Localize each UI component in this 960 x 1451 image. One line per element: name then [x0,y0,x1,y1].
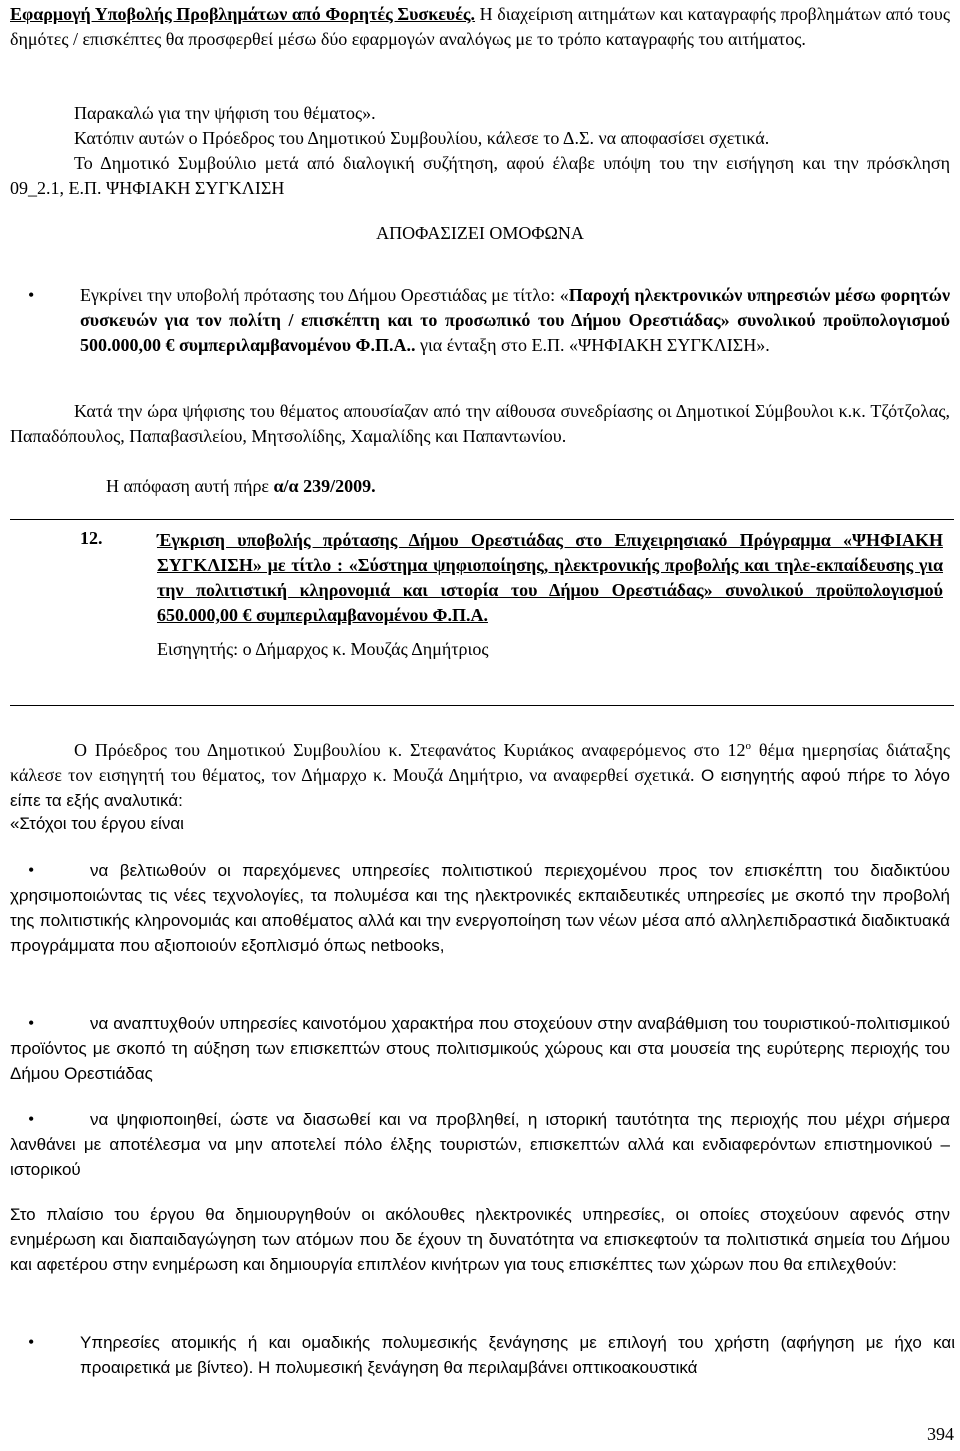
agenda-item-number: 12. [80,528,103,548]
approval-title: Παροχή ηλεκτρονικών υπηρεσιών μέσω φορητών συσκευών για τον πολίτη / επισκέπτη και το προσωπικό του Δήμου Ορεστιάδας» συνολικού προϋπολογισμού 500.000,00 € συμπεριλαμβανομένου Φ.Π.Α.. [80,285,951,355]
approval-text [80,283,950,358]
approval-bullet [10,283,950,358]
service-text-1: Υπηρεσίες ατομικής ή και ομαδικής πολυμεσικής ξενάγησης με επιλογή του χρήστη (αφήγηση με ήχο και προαιρετικά με βίντεο). Η πολυμεσική ξενάγηση θα περιλαμβάνει οπτικοακουστικά [80,1333,955,1377]
president-ref-b: θέμα ημερησίας διάταξης κάλεσε τον εισηγητή του θέματος, τον Δήμαρχο κ. Μουζά Δημήτριο, να αναφερθεί σχετικά. [10,740,950,785]
bullet-icon: • [28,285,35,305]
president-ref-a: Ο Πρόεδρος του Δημοτικού Συμβουλίου κ. Στεφανάτος Κυριάκος αναφερόμενος στο 12 [74,740,746,760]
service-item-1 [10,1330,955,1380]
bullet-icon: • [28,1332,35,1352]
bullet-icon: • [28,1109,35,1129]
decision-id: α/α 239/2009. [273,476,376,496]
vote-request: Παρακαλώ για την ψήφιση του θέματος». [74,103,376,123]
agenda-item-body [157,528,943,662]
agenda-item-title: Έγκριση υποβολής πρότασης Δήμου Ορεστιάδας στο Επιχειρησιακό Πρόγραμμα «ΨΗΦΙΑΚΗ ΣΥΓΚΛΙΣΗ» με τίτλο : «Σύστημα ψηφιοποίησης, ηλεκτρονικής προβολής και τηλε-εκπαίδευσης για την πολιτιστική κληρονομιά και ιστορία του Δήμου Ορεστιάδας» συνολικού προϋπολογισμού 650.000,00 € συμπεριλαμβανομένου Φ.Π.Α. [157,530,943,625]
agenda-item-rapporteur: Εισηγητής: ο Δήμαρχος κ. Μουζάς Δημήτριος [157,639,489,659]
decision-heading: ΑΠΟΦΑΣΙΖΕΙ ΟΜΟΦΩΝΑ [376,223,584,243]
agenda-item-box [10,519,954,706]
president-ref-sup: ο [745,740,751,752]
president-reference [10,734,950,813]
bullet-icon: • [28,860,35,880]
goal-text-3: να ψηφιοποιηθεί, ώστε να διασωθεί και να προβληθεί, η ιστορική ταυτότητα της περιοχής που μέχρι σήμερα λανθάνει με αποτέλεσμα να μην αποτελεί πόλο έλξης τουριστών, επισκεπτών αλλά και ενδιαφερόντων επιστημονικού – ιστορικού [10,1110,950,1179]
approval-post: για ένταξη στο Ε.Π. «ΨΗΦΙΑΚΗ ΣΥΓΚΛΙΣΗ». [415,335,770,355]
goals-heading: «Στόχοι του έργου είναι [10,814,184,833]
goal-text-2: να αναπτυχθούν υπηρεσίες καινοτόμου χαρακτήρα που στοχεύουν στην αναβάθμιση του τουριστικού-πολιτισμικού προϊόντος με σκοπό τη αύξηση των επισκεπτών στους πολιτισμικούς χώρους και στα μουσεία της ευρύτερης περιοχής του Δήμου Ορεστιάδας [10,1014,950,1083]
decision-pre: Η απόφαση αυτή πήρε [106,476,274,496]
council-discussion: Το Δημοτικό Συμβούλιο μετά από διαλογική συζήτηση, αφού έλαβε υπόψη του την εισήγηση και την πρόσκληση 09_2.1, Ε.Π. ΨΗΦΙΑΚΗ ΣΥΓΚΛΙΣΗ [10,153,950,198]
services-intro: Στο πλαίσιο του έργου θα δημιουργηθούν οι ακόλουθες ηλεκτρονικές υπηρεσίες, οι οποίες στοχεύουν αφενός στην ενημέρωση και διαπαιδαγώγηση των ατόμων που δε έχουν τη δυνατότητα να επισκεφτούν τα πολιτιστικά σημεία του Δήμου και αφετέρου στην ενημέρωση και δημιουργία επιπλέον κινήτρων για τους επισκέπτες των χώρων που θα επιλεχθούν: [10,1205,950,1274]
decision-number [106,474,706,499]
president-call: Κατόπιν αυτών ο Πρόεδρος του Δημοτικού Συμβουλίου, κάλεσε το Δ.Σ. να αποφασίσει σχετικά. [74,128,770,148]
approval-pre: Εγκρίνει την υποβολή πρότασης του Δήμου Ορεστιάδας με τίτλο: « [80,285,569,305]
intro-title: Εφαρμογή Υποβολής Προβλημάτων από Φορητές Συσκευές. [10,4,476,24]
page-number: 394 [927,1424,954,1444]
president-ref-c: Ο εισηγητής αφού πήρε το λόγο είπε τα εξής αναλυτικά: [10,766,950,810]
intro-rest: Η διαχείριση αιτημάτων και καταγραφής προβλημάτων από τους δημότες / επισκέπτες θα προσφερθεί μέσω δύο εφαρμογών αναλόγως με το τρόπο καταγραφής του αιτήματος. [10,4,950,49]
goal-text-1: να βελτιωθούν οι παρεχόμενες υπηρεσίες πολιτιστικού περιεχομένου προς τον επισκέπτη του διαδικτύου χρησιμοποιώντας τις νέες τεχνολογίες, τα πολυμέσα και της ηλεκτρονικές εκπαιδευτικές υπηρεσίες με σκοπό την προβολή της πολιτιστικής κληρονομιάς και αποθέματος αλλά και την ενεργοποίηση των νέων μέσα από αλληλεπιδραστικά διαδικτυακά προγράμματα που αξιοποιούν εξοπλισμό όπως netbooks, [10,861,950,955]
bullet-icon: • [28,1013,35,1033]
intro-paragraph [10,2,950,52]
absent-councillors: Κατά την ώρα ψήφισης του θέματος απουσίαζαν από την αίθουσα συνεδρίασης οι Δημοτικοί Σύμβουλοι κ.κ. Τζότζολας, Παπαδόπουλος, Παπαβασιλείου, Μητσολίδης, Χαμαλίδης και Παπαντωνίου. [10,401,950,446]
